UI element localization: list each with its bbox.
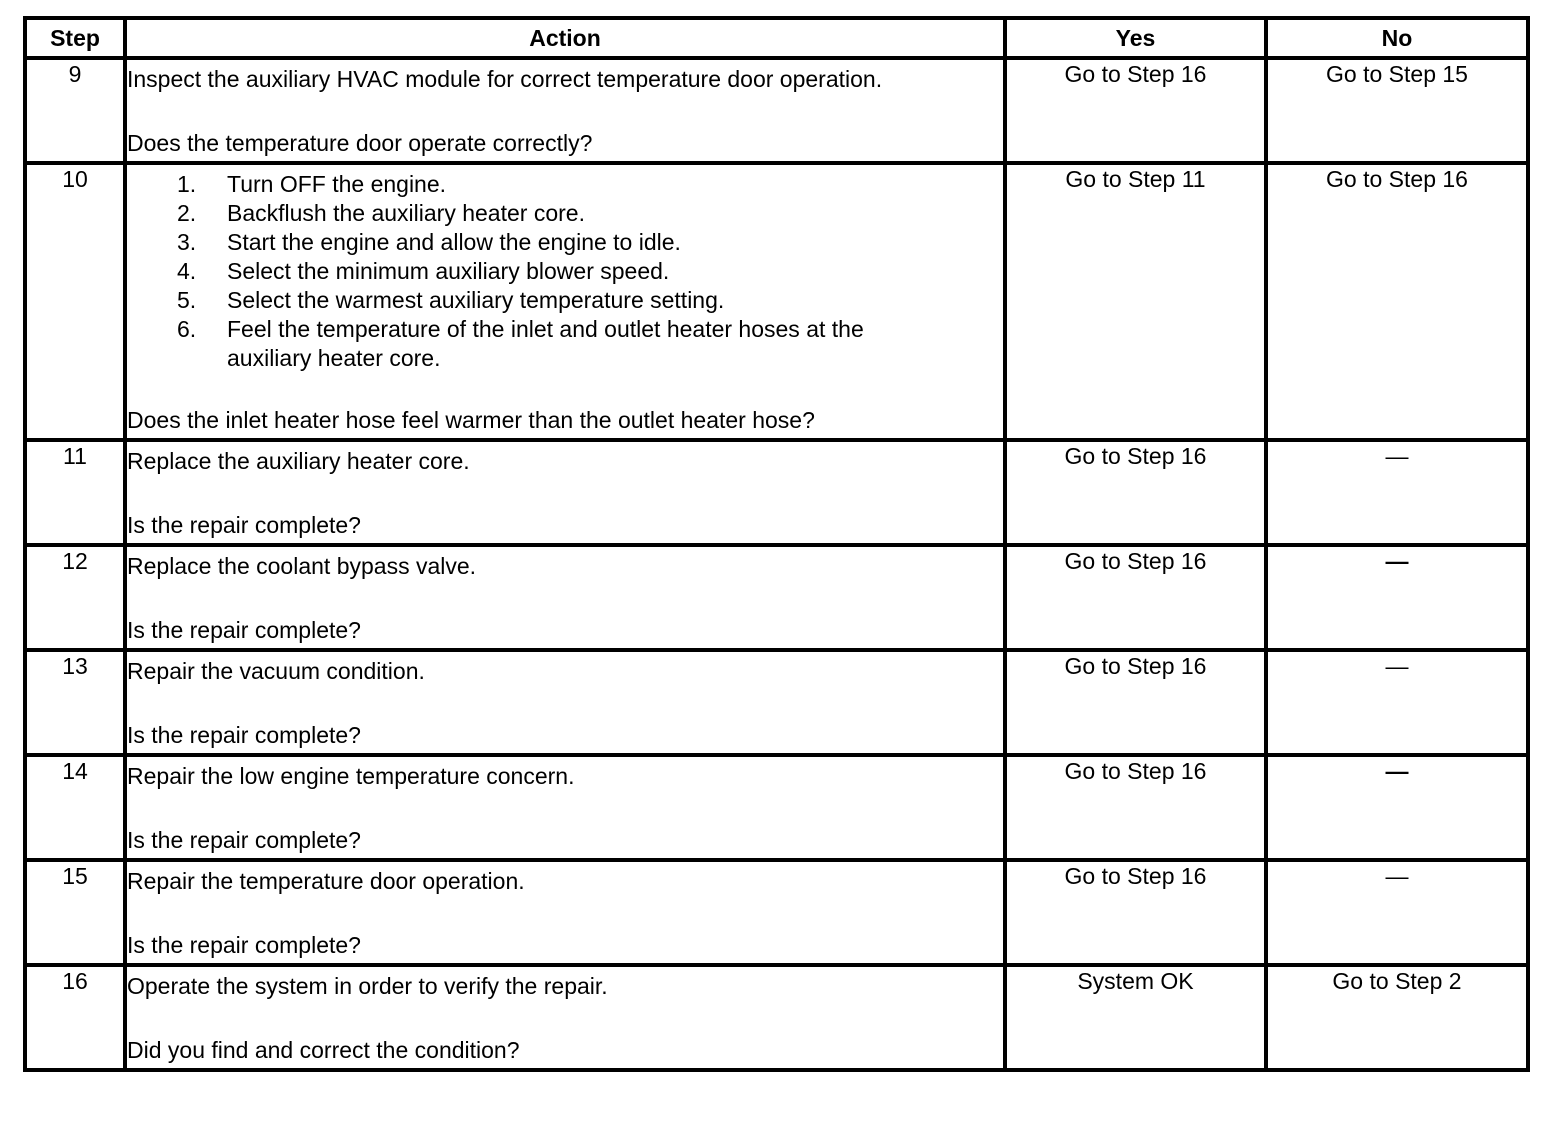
action-question: Is the repair complete? [127,512,361,538]
table-row [25,58,1528,163]
step-number: 16 [25,965,125,1070]
no-result: — [1266,860,1528,965]
table-row [25,650,1528,755]
yes-result: Go to Step 16 [1005,58,1266,163]
list-item [127,286,927,315]
yes-result: Go to Step 16 [1005,545,1266,650]
action-cell [125,163,1005,440]
list-item [127,228,927,257]
no-result: — [1266,545,1528,650]
yes-result: Go to Step 16 [1005,755,1266,860]
list-item [127,170,927,199]
no-result: — [1266,650,1528,755]
action-cell [125,545,1005,650]
step-number: 15 [25,860,125,965]
list-item-text: Start the engine and allow the engine to idle. [227,229,681,255]
action-question: Is the repair complete? [127,722,361,748]
action-cell [125,58,1005,163]
diagnostic-table [23,16,1530,1072]
yes-result: System OK [1005,965,1266,1070]
yes-result: Go to Step 11 [1005,163,1266,440]
header-step: Step [25,18,125,58]
no-result: — [1266,440,1528,545]
action-text: Repair the vacuum condition. [127,658,425,684]
table-row [25,545,1528,650]
header-row [25,18,1528,58]
action-question: Is the repair complete? [127,617,361,643]
step-number: 11 [25,440,125,545]
no-result: — [1266,755,1528,860]
action-cell [125,650,1005,755]
action-cell [125,755,1005,860]
step-number: 13 [25,650,125,755]
step-number: 9 [25,58,125,163]
header-no: No [1266,18,1528,58]
yes-result: Go to Step 16 [1005,860,1266,965]
action-question: Is the repair complete? [127,827,361,853]
list-item [127,315,927,373]
action-text: Operate the system in order to verify the repair. [127,973,608,999]
list-item-number: 6. [177,316,197,342]
list-item-number: 3. [177,229,197,255]
header-yes: Yes [1005,18,1266,58]
action-question: Does the inlet heater hose feel warmer than the outlet heater hose? [127,407,815,433]
list-item-text: Backflush the auxiliary heater core. [227,200,585,226]
action-cell [125,860,1005,965]
list-item-number: 1. [177,171,197,197]
no-result: Go to Step 15 [1266,58,1528,163]
table-row [25,755,1528,860]
table-row [25,440,1528,545]
action-cell [125,965,1005,1070]
table-row [25,965,1528,1070]
action-text: Replace the auxiliary heater core. [127,448,470,474]
list-item-text: Feel the temperature of the inlet and outlet heater hoses at the auxiliary heater core. [227,316,864,371]
list-item-text: Select the warmest auxiliary temperature setting. [227,287,725,313]
list-item-number: 4. [177,258,197,284]
step-number: 12 [25,545,125,650]
action-question: Is the repair complete? [127,932,361,958]
list-item [127,257,927,286]
yes-result: Go to Step 16 [1005,440,1266,545]
yes-result: Go to Step 16 [1005,650,1266,755]
no-result: Go to Step 16 [1266,163,1528,440]
step-number: 10 [25,163,125,440]
table-row [25,860,1528,965]
list-item-number: 5. [177,287,197,313]
table-row [25,163,1528,440]
action-cell [125,440,1005,545]
action-text: Replace the coolant bypass valve. [127,553,477,579]
step-number: 14 [25,755,125,860]
list-item [127,199,927,228]
list-item-number: 2. [177,200,197,226]
action-text: Inspect the auxiliary HVAC module for correct temperature door operation. [127,66,883,92]
list-item-text: Select the minimum auxiliary blower speed. [227,258,670,284]
action-text: Repair the low engine temperature concern. [127,763,575,789]
action-question: Did you find and correct the condition? [127,1037,520,1063]
action-text: Repair the temperature door operation. [127,868,525,894]
action-question: Does the temperature door operate correctly? [127,130,593,156]
header-action: Action [125,18,1005,58]
no-result: Go to Step 2 [1266,965,1528,1070]
list-item-text: Turn OFF the engine. [227,171,447,197]
action-steps-list [127,170,927,373]
